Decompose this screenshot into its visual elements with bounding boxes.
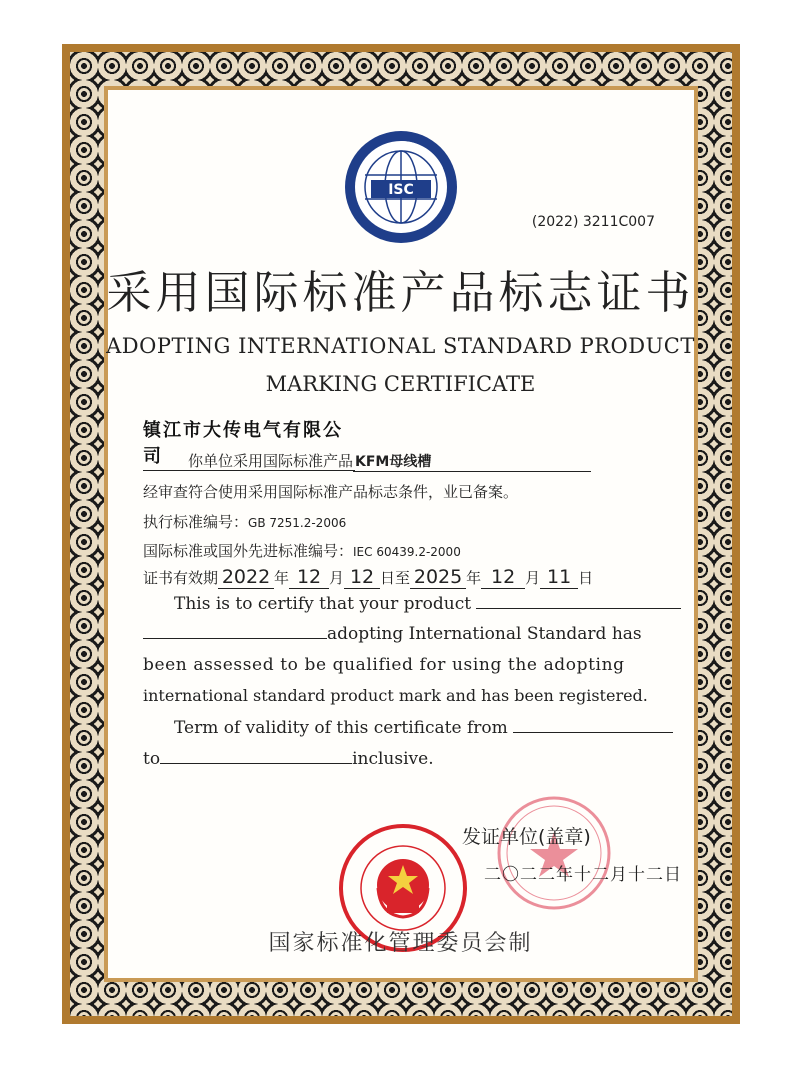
- start-month: 12: [289, 566, 329, 589]
- en-to-blank: [160, 749, 352, 764]
- en-from-blank: [513, 718, 673, 733]
- end-day: 11: [540, 566, 578, 589]
- cn-line-exec-standard: [143, 511, 346, 532]
- logo-text: ISC: [388, 182, 414, 198]
- company-name: 镇江市大传电气有限公司: [143, 416, 355, 471]
- cn-line-validity: [143, 566, 593, 589]
- en-line1-text: This is to certify that your product: [174, 594, 472, 614]
- en-line1: [143, 594, 696, 614]
- certificate-number: (2022) 3211C007: [531, 214, 655, 230]
- unit-month-2: 月: [525, 569, 541, 587]
- en-line6: [143, 749, 665, 769]
- start-day: 12: [344, 566, 380, 589]
- title-english-line1: ADOPTING INTERNATIONAL STANDARD PRODUCT: [106, 334, 695, 358]
- start-year: 2022: [218, 566, 274, 589]
- issuer-seal-stamp: [495, 794, 613, 912]
- en-standard-blank: [143, 624, 327, 639]
- product-name: KFM母线槽: [353, 451, 591, 472]
- isc-logo-icon: [335, 128, 467, 246]
- en-line2: [143, 624, 665, 644]
- unit-year-2: 年: [466, 569, 482, 587]
- exec-standard-value: GB 7251.2-2006: [248, 516, 347, 530]
- validity-label: 证书有效期: [143, 569, 219, 587]
- en-to-label: to: [143, 749, 161, 769]
- issue-date: 二〇二二年十二月十二日: [484, 865, 682, 885]
- end-month: 12: [481, 566, 525, 589]
- product-prefix: 你单位采用国际标准产品: [188, 452, 354, 470]
- en-inclusive-text: inclusive.: [352, 749, 434, 769]
- en-line2-text: adopting International Standard has: [327, 624, 642, 644]
- end-year: 2025: [410, 566, 466, 589]
- cn-line-intl-standard: [143, 540, 461, 561]
- intl-standard-label: 国际标准或国外先进标准编号：: [143, 542, 354, 560]
- unit-year-1: 年: [274, 569, 290, 587]
- exec-standard-label: 执行标准编号：: [143, 513, 249, 531]
- footer-issuer: 国家标准化管理委员会制: [268, 931, 533, 956]
- cn-line-registered: 经审查符合使用采用国际标准产品标志条件，业已备案。: [143, 483, 519, 501]
- cn-line-product: [188, 450, 591, 472]
- en-line5: [143, 718, 696, 738]
- unit-month-1: 月: [329, 569, 345, 587]
- en-line4: international standard product mark and has been registered.: [143, 686, 648, 705]
- unit-day-to: 日至: [380, 569, 411, 587]
- en-line3: been assessed to be qualified for using the adopting: [143, 655, 625, 675]
- unit-day: 日: [578, 569, 594, 587]
- issuer-label: 发证单位(盖章): [462, 826, 591, 848]
- intl-standard-value: IEC 60439.2-2000: [353, 545, 461, 559]
- en-product-blank: [476, 594, 681, 609]
- title-chinese: 采用国际标准产品标志证书: [106, 266, 695, 319]
- title-english-line2: MARKING CERTIFICATE: [265, 372, 536, 396]
- en-line5-text: Term of validity of this certificate from: [174, 718, 508, 738]
